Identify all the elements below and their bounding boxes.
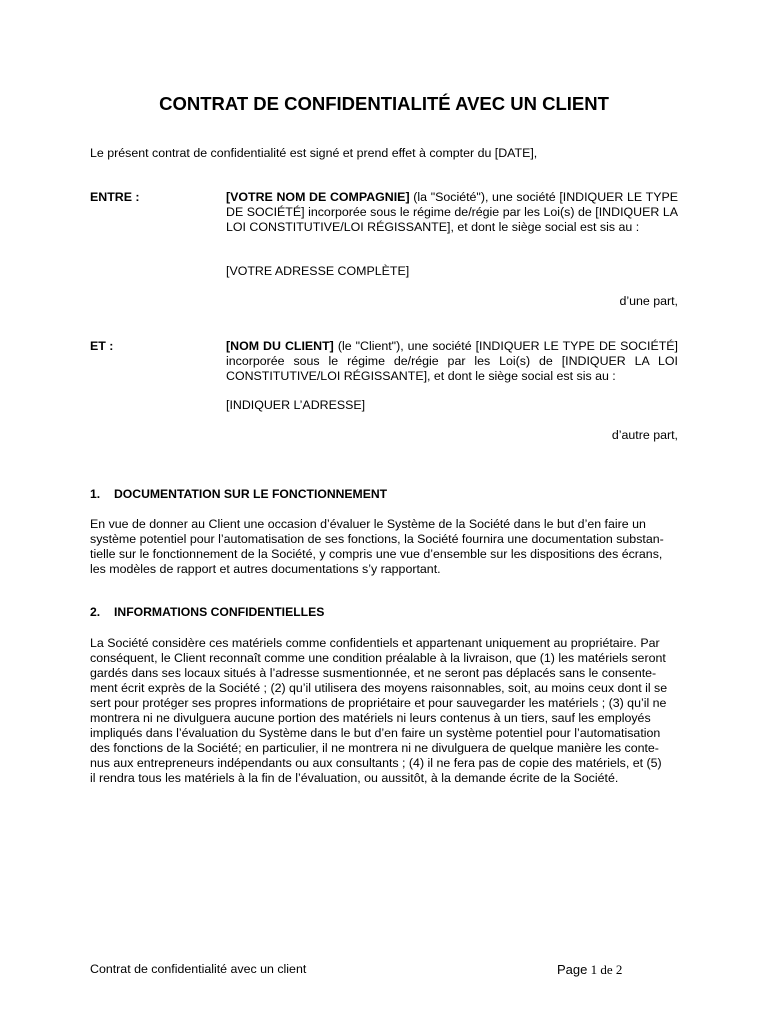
section1-paragraph [90, 517, 680, 577]
section2-line: ment écrit exprès de la Société ; (2) qu’il utilisera des moyens raisonnables, soit, au moins ceux dont il se [90, 681, 668, 695]
section2-line: sert pour protéger ses propres informations de propriétaire et pour sauvegarder les matériels ; (3) qu’il ne [90, 696, 667, 710]
party1-closing: d’une part, [619, 294, 678, 308]
section1-line: En vue de donner au Client une occasion d’évaluer le Système de la Société dans le but d’en faire un [90, 517, 646, 531]
section2-line: gardés dans ses locaux situés à l’adresse susmentionnée, et ne seront pas déplacés sans le consente- [90, 666, 657, 680]
intro-paragraph: Le présent contrat de confidentialité est signé et prend effet à compter du [DATE], [90, 146, 538, 160]
party1-name: [VOTRE NOM DE COMPAGNIE] [226, 190, 410, 204]
section1-title: DOCUMENTATION SUR LE FONCTIONNEMENT [114, 487, 388, 501]
section2-line: La Société considère ces matériels comme confidentiels et appartenant uniquement au propriétaire. Par [90, 636, 660, 650]
party2-description [226, 339, 678, 384]
section2-heading [90, 605, 324, 620]
section1-heading [90, 487, 387, 502]
section1-line: tielle sur le fonctionnement de la Société, y compris une vue d’ensemble sur les dispositions des écrans, [90, 547, 663, 561]
party2-closing: d’autre part, [611, 428, 678, 442]
footer-page-label: Page [557, 962, 588, 977]
party1-description [226, 190, 678, 235]
document-title: CONTRAT DE CONFIDENTIALITÉ AVEC UN CLIENT [159, 93, 609, 114]
footer-page-number [557, 962, 622, 977]
section1-line: système potentiel pour l’automatisation de ses fonctions, la Société fournira une documentation substan- [90, 532, 664, 546]
footer-document-name: Contrat de confidentialité avec un client [90, 962, 307, 976]
party1-address: [VOTRE ADRESSE COMPLÈTE] [226, 264, 410, 278]
party2-text: (le "Client"), une société [INDIQUER LE TYPE DE SOCIÉTÉ] incorporée sous le régime de/régie par les Loi(s) de [INDIQUER LA LOI CONSTITUTIVE/LOI RÉGISSANTE], et dont le siège social est sis au : [226, 339, 678, 383]
footer-current-page: 1 [590, 962, 598, 977]
footer-total-pages: 2 [615, 962, 623, 977]
section2-line: montrera ni ne divulguera aucune portion des matériels ni leurs contenus à un tiers, sauf les employés [90, 711, 651, 725]
party1-text: (la "Société"), une société [INDIQUER LE TYPE DE SOCIÉTÉ] incorporée sous le régime de/régie par les Loi(s) de [INDIQUER LA LOI CONSTITUTIVE/LOI RÉGISSANTE], et dont le siège social est sis au : [226, 190, 678, 234]
party2-label: ET : [90, 339, 114, 353]
section2-line: nus aux entrepreneurs indépendants ou aux consultants ; (4) il ne fera pas de copie des matériels, et (5) [90, 756, 662, 770]
party2-name: [NOM DU CLIENT] [226, 339, 334, 353]
section2-line: il rendra tous les matériels à la fin de l’évaluation, ou aussitôt, à la demande écrite de la Société. [90, 771, 619, 785]
section2-line: conséquent, le Client reconnaît comme une condition préalable à la livraison, que (1) les matériels seront [90, 651, 666, 665]
party1-label: ENTRE : [90, 190, 140, 204]
section1-line: les modèles de rapport et autres documentations s’y rapportant. [90, 562, 441, 576]
party2-address: [INDIQUER L’ADRESSE] [226, 398, 366, 412]
section2-line: des fonctions de la Société; en particulier, il ne montrera ni ne divulguera de quelque manière les conte- [90, 741, 659, 755]
footer-page-of: de [600, 962, 613, 977]
section2-number: 2. [90, 605, 101, 619]
section2-line: impliqués dans l’évaluation du Système dans le but d’en faire un système potentiel pour l’automatisation [90, 726, 661, 740]
section1-number: 1. [90, 487, 101, 501]
section2-title: INFORMATIONS CONFIDENTIELLES [114, 605, 325, 619]
section2-paragraph [90, 636, 680, 786]
